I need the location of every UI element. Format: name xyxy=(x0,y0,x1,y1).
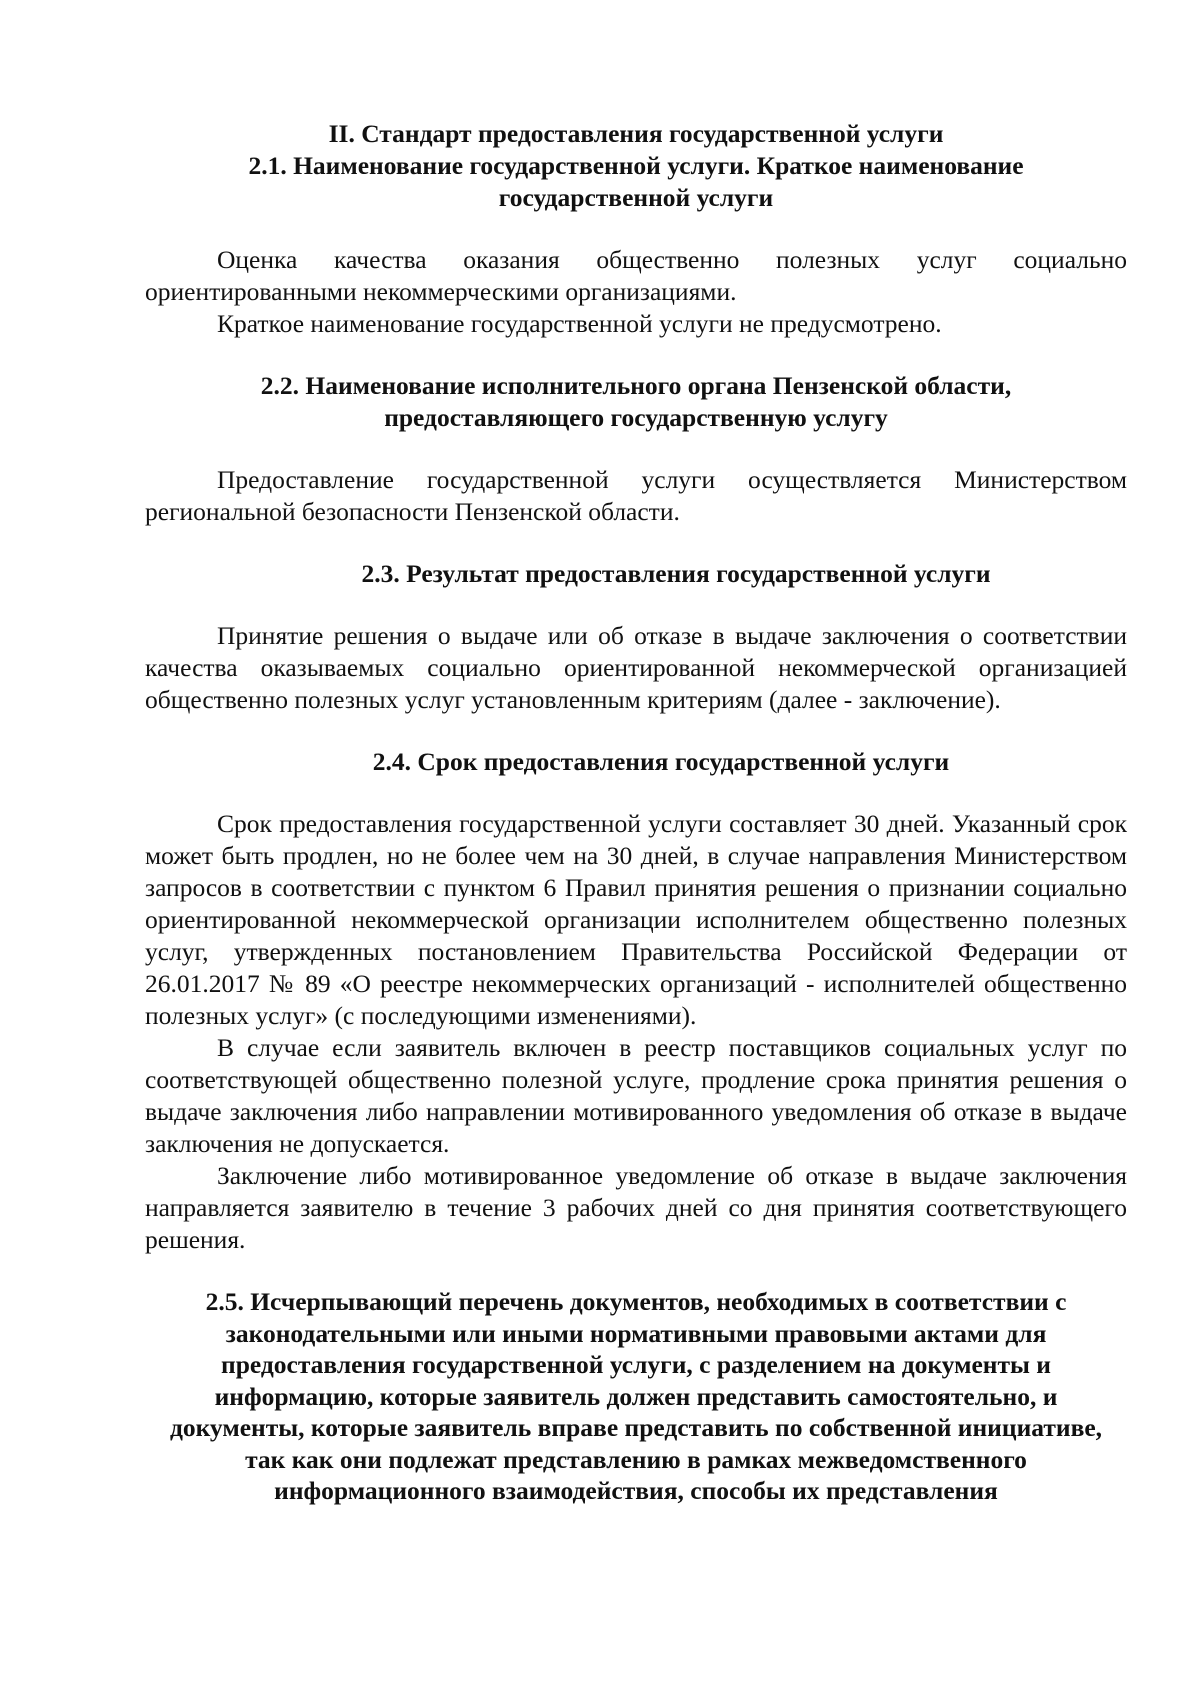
section-2-2-paragraph-1: Предоставление государственной услуги осуществляется Министерством региональной безопасности Пензенской области. xyxy=(145,465,1127,526)
section-2-3-paragraph-1: Принятие решения о выдаче или об отказе в выдаче заключения о соответствии качества оказываемых социально ориентированной некоммерческой организацией общественно полезных услуг установленным критериям (далее - заключение). xyxy=(145,621,1127,714)
section-2-3-title: 2.3. Результат предоставления государственной услуги xyxy=(361,559,991,588)
chapter-title: II. Стандарт предоставления государственной услуги xyxy=(328,119,944,148)
section-2-2-title: 2.2. Наименование исполнительного органа Пензенской области, предоставляющего государственную услугу xyxy=(260,371,1012,432)
section-2-1-paragraph-2: Краткое наименование государственной услуги не предусмотрено. xyxy=(217,309,942,338)
section-2-1-paragraph-1: Оценка качества оказания общественно полезных услуг социально ориентированными некоммерческими организациями. xyxy=(145,245,1127,306)
section-2-1-title: 2.1. Наименование государственной услуги. Краткое наименование государственной услуги xyxy=(248,151,1024,212)
section-2-5-title: 2.5. Исчерпывающий перечень документов, необходимых в соответствии с законодательными или иными нормативными правовыми актами для предоставления государственной услуги, с разделением на документы и информацию, которые заявитель должен представить самостоятельно, и документы, которые заявитель вправе представить по собственной инициативе, так как они подлежат представлению в рамках межведомственного информационного взаимодействия, способы их представления xyxy=(169,1287,1103,1505)
section-2-4-paragraph-3: Заключение либо мотивированное уведомление об отказе в выдаче заключения направляется заявителю в течение 3 рабочих дней со дня принятия соответствующего решения. xyxy=(145,1161,1127,1254)
section-2-4-paragraph-2: В случае если заявитель включен в реестр поставщиков социальных услуг по соответствующей общественно полезной услуге, продление срока принятия решения о выдаче заключения либо направлении мотивированного уведомления об отказе в выдаче заключения не допускается. xyxy=(145,1033,1127,1158)
section-2-4-title: 2.4. Срок предоставления государственной услуги xyxy=(372,747,950,776)
document-body xyxy=(145,118,1127,1507)
section-2-4-paragraph-1: Срок предоставления государственной услуги составляет 30 дней. Указанный срок может быть продлен, но не более чем на 30 дней, в случае направления Министерством запросов в соответствии с пунктом 6 Правил принятия решения о признании социально ориентированной некоммерческой организации исполнителем общественно полезных услуг, утвержденных постановлением Правительства Российской Федерации от 26.01.2017 № 89 «О реестре некоммерческих организаций - исполнителей общественно полезных услуг» (с последующими изменениями). xyxy=(145,809,1127,1030)
